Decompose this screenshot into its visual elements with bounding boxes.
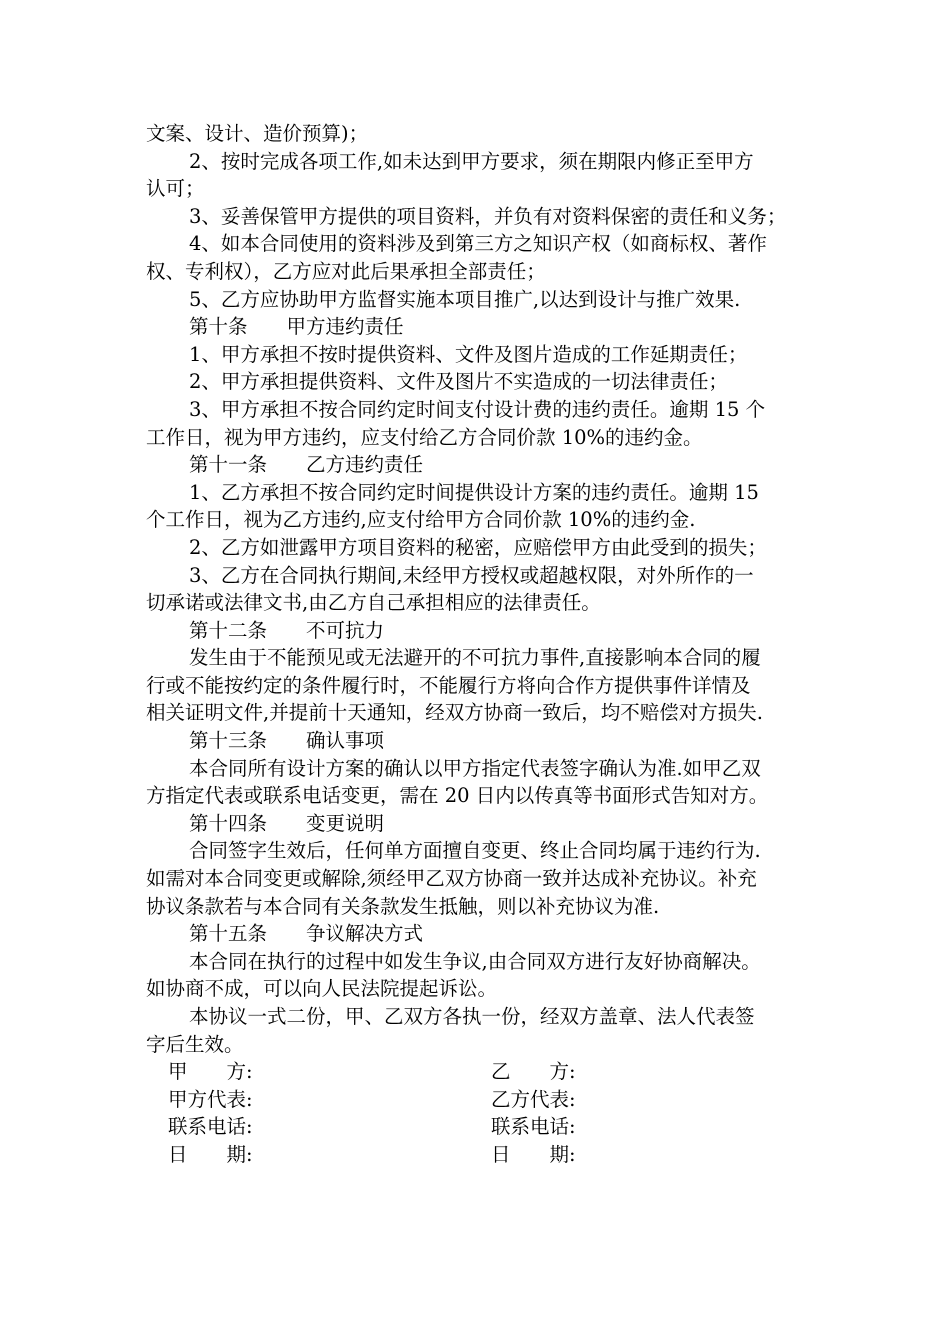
- signature-row: [146, 1058, 850, 1086]
- contract-text-line: 第十二条 不可抗力: [189, 618, 385, 642]
- contract-text-line: 协议条款若与本合同有关条款发生抵触，则以补充协议为准.: [146, 894, 660, 918]
- contract-text-line: 3、乙方在合同执行期间,未经甲方授权或超越权限，对外所作的一: [189, 563, 754, 587]
- contract-text-line: 本合同在执行的过程中如发生争议,由合同双方进行友好协商解决。: [189, 949, 761, 973]
- contract-body: [146, 120, 850, 1058]
- contract-text-line: 2、乙方如泄露甲方项目资料的秘密，应赔偿甲方由此受到的损失；: [189, 535, 767, 559]
- contract-text-line: 发生由于不能预见或无法避开的不可抗力事件,直接影响本合同的履: [189, 646, 761, 670]
- contract-text-line: 3、甲方承担不按合同约定时间支付设计费的违约责任。逾期 15 个: [189, 397, 766, 421]
- contract-text-line: 合同签字生效后，任何单方面擅自变更、终止合同均属于违约行为.: [189, 839, 761, 863]
- contract-text-line: 权、专利权），乙方应对此后果承担全部责任；: [146, 259, 546, 283]
- contract-text-line: 2、甲方承担提供资料、文件及图片不实造成的一切法律责任；: [189, 370, 728, 394]
- contract-text-line: 5、乙方应协助甲方监督实施本项目推广,以达到设计与推广效果.: [189, 287, 741, 311]
- party-a-field-label: 联系电话:: [168, 1115, 253, 1139]
- signature-row: [146, 1113, 850, 1141]
- party-b-field-label: 乙 方:: [491, 1060, 576, 1084]
- contract-text-line: 第十五条 争议解决方式: [189, 922, 424, 946]
- signature-row: [146, 1141, 850, 1169]
- contract-text-line: 个工作日，视为乙方违约,应支付给甲方合同价款 10%的违约金.: [146, 508, 696, 532]
- contract-text-line: 方指定代表或联系电话变更，需在 20 日内以传真等书面形式告知对方。: [146, 784, 769, 808]
- contract-text-line: 2、按时完成各项工作,如未达到甲方要求，须在期限内修正至甲方: [189, 149, 754, 173]
- contract-text-line: 行或不能按约定的条件履行时，不能履行方将向合作方提供事件详情及: [146, 673, 751, 697]
- party-a-field-label: 甲方代表:: [168, 1087, 253, 1111]
- contract-text-line: 第十四条 变更说明: [189, 811, 385, 835]
- contract-text-line: 认可；: [146, 177, 205, 201]
- contract-text-line: 本协议一式二份，甲、乙双方各执一份，经双方盖章、法人代表签: [189, 1005, 755, 1028]
- contract-text-line: 切承诺或法律文书,由乙方自己承担相应的法律责任。: [146, 591, 601, 615]
- signature-row: [146, 1086, 850, 1114]
- contract-text-line: 如协商不成，可以向人民法院提起诉讼。: [146, 977, 498, 1001]
- party-a-field-label: 甲 方:: [168, 1060, 253, 1084]
- contract-text-line: 字后生效。: [146, 1032, 244, 1056]
- contract-text-line: 本合同所有设计方案的确认以甲方指定代表签字确认为准.如甲乙双: [189, 756, 761, 780]
- signature-block: [146, 1058, 850, 1168]
- contract-text-line: 3、妥善保管甲方提供的项目资料，并负有对资料保密的责任和义务；: [189, 204, 787, 228]
- party-b-field-label: 日 期:: [491, 1142, 576, 1166]
- contract-text-line: 工作日，视为甲方违约，应支付给乙方合同价款 10%的违约金。: [146, 425, 703, 449]
- contract-text-line: 第十三条 确认事项: [189, 729, 385, 753]
- contract-text-line: 1、乙方承担不按合同约定时间提供设计方案的违约责任。逾期 15: [189, 480, 759, 504]
- contract-text-line: 第十一条 乙方违约责任: [189, 453, 424, 477]
- contract-text-line: 如需对本合同变更或解除,须经甲乙双方协商一致并达成补充协议。补充: [146, 867, 757, 891]
- contract-text-line: 4、如本合同使用的资料涉及到第三方之知识产权（如商标权、著作: [189, 232, 767, 256]
- party-b-field-label: 乙方代表:: [491, 1087, 576, 1111]
- contract-text-line: 第十条 甲方违约责任: [189, 315, 404, 339]
- party-a-field-label: 日 期:: [168, 1142, 253, 1166]
- contract-page: [146, 120, 850, 1169]
- contract-text-line: 相关证明文件,并提前十天通知，经双方协商一致后，均不赔偿对方损失.: [146, 701, 763, 725]
- contract-text-line: 文案、设计、造价预算)；: [146, 122, 369, 145]
- party-b-field-label: 联系电话:: [491, 1115, 576, 1139]
- contract-text-line: 1、甲方承担不按时提供资料、文件及图片造成的工作延期责任；: [189, 342, 748, 366]
